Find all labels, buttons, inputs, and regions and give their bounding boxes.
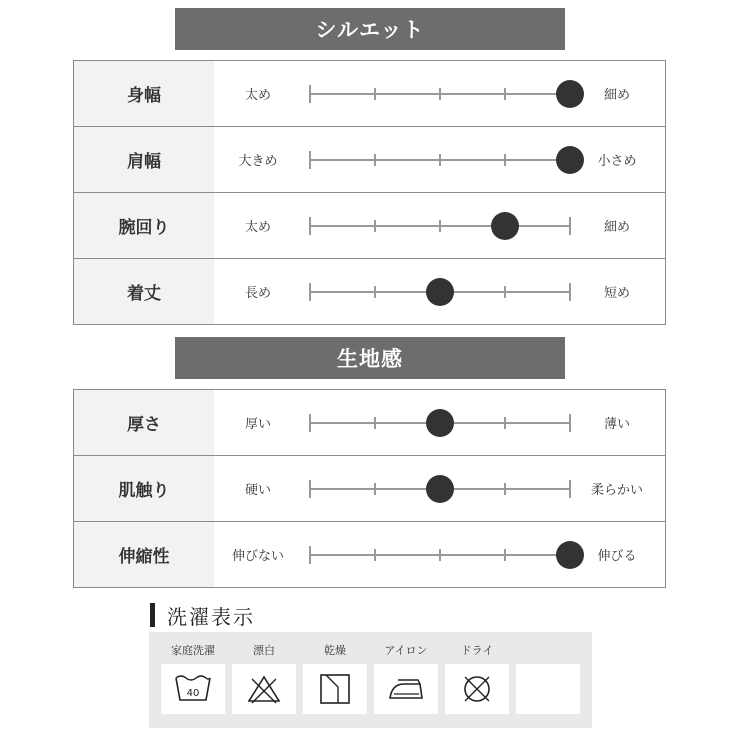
no-dry-clean-icon bbox=[445, 664, 509, 714]
care-item-dryclean bbox=[445, 632, 509, 728]
care-label: ドライ bbox=[460, 644, 494, 657]
scale-tick bbox=[504, 549, 506, 561]
right-label: 細め bbox=[603, 220, 630, 235]
rating-row bbox=[74, 259, 665, 325]
left-label: 長め bbox=[244, 286, 271, 301]
care-symbols-panel bbox=[149, 632, 592, 728]
care-label: アイロン bbox=[384, 644, 428, 657]
scale-tick bbox=[309, 85, 311, 103]
scale-tick bbox=[439, 154, 441, 166]
rating-scale bbox=[310, 93, 570, 95]
right-label: 柔らかい bbox=[590, 483, 643, 498]
scale-tick bbox=[309, 546, 311, 564]
scale-tick bbox=[504, 286, 506, 298]
rating-scale bbox=[310, 159, 570, 161]
rating-marker bbox=[426, 475, 454, 503]
row-label: 厚さ bbox=[74, 390, 214, 455]
iron-icon bbox=[374, 664, 438, 714]
care-item-wash bbox=[161, 632, 225, 728]
rating-row bbox=[74, 522, 665, 588]
care-label: 家庭洗濯 bbox=[171, 644, 215, 657]
right-label: 薄い bbox=[603, 417, 630, 432]
scale-tick bbox=[374, 286, 376, 298]
row-label: 腕回り bbox=[74, 193, 214, 258]
rating-scale bbox=[310, 422, 570, 424]
section-title-silhouette: シルエット bbox=[175, 8, 565, 50]
care-title-text: 洗濯表示 bbox=[167, 604, 255, 629]
section-title-fabric: 生地感 bbox=[175, 337, 565, 379]
row-label: 着丈 bbox=[74, 259, 214, 324]
rating-row bbox=[74, 456, 665, 522]
line-dry-icon bbox=[303, 664, 367, 714]
fabric-table bbox=[73, 389, 666, 588]
left-label: 硬い bbox=[244, 483, 271, 498]
rating-marker bbox=[426, 278, 454, 306]
row-label: 肩幅 bbox=[74, 127, 214, 192]
scale-tick bbox=[309, 480, 311, 498]
row-label: 身幅 bbox=[74, 61, 214, 126]
scale-tick bbox=[439, 88, 441, 100]
scale-tick bbox=[374, 220, 376, 232]
scale-tick bbox=[504, 88, 506, 100]
silhouette-table bbox=[73, 60, 666, 325]
rating-row bbox=[74, 193, 665, 259]
right-label: 小さめ bbox=[597, 154, 637, 169]
left-label: 厚い bbox=[244, 417, 271, 432]
scale-tick bbox=[309, 414, 311, 432]
scale-tick bbox=[309, 151, 311, 169]
wash-temp: 40 bbox=[186, 688, 200, 699]
left-label: 太め bbox=[244, 220, 271, 235]
scale-tick bbox=[309, 217, 311, 235]
row-label: 肌触り bbox=[74, 456, 214, 521]
care-label: 漂白 bbox=[253, 644, 275, 657]
scale-tick bbox=[374, 483, 376, 495]
scale-tick bbox=[374, 88, 376, 100]
rating-scale bbox=[310, 554, 570, 556]
scale-tick bbox=[309, 283, 311, 301]
right-label: 細め bbox=[603, 88, 630, 103]
care-item-dry bbox=[303, 632, 367, 728]
scale-tick bbox=[504, 417, 506, 429]
right-label: 伸びる bbox=[597, 549, 637, 564]
care-item-bleach bbox=[232, 632, 296, 728]
right-label: 短め bbox=[603, 286, 630, 301]
scale-tick bbox=[504, 483, 506, 495]
left-label: 太め bbox=[244, 88, 271, 103]
rating-scale bbox=[310, 291, 570, 293]
heading-bar bbox=[150, 603, 155, 627]
left-label: 伸びない bbox=[231, 549, 284, 564]
rating-scale bbox=[310, 225, 570, 227]
scale-tick bbox=[374, 417, 376, 429]
scale-tick bbox=[504, 154, 506, 166]
care-item-empty bbox=[516, 632, 580, 728]
care-heading bbox=[150, 602, 255, 628]
scale-tick bbox=[374, 154, 376, 166]
care-item-iron bbox=[374, 632, 438, 728]
scale-tick bbox=[439, 220, 441, 232]
rating-row bbox=[74, 127, 665, 193]
rating-row bbox=[74, 61, 665, 127]
rating-scale bbox=[310, 488, 570, 490]
row-label: 伸縮性 bbox=[74, 522, 214, 587]
scale-tick bbox=[439, 549, 441, 561]
empty-icon bbox=[516, 664, 580, 714]
wash-tub-40-icon bbox=[161, 664, 225, 714]
scale-tick bbox=[374, 549, 376, 561]
no-bleach-icon bbox=[232, 664, 296, 714]
care-label: 乾燥 bbox=[324, 644, 346, 657]
rating-marker bbox=[491, 212, 519, 240]
rating-row bbox=[74, 390, 665, 456]
left-label: 大きめ bbox=[238, 154, 278, 169]
rating-marker bbox=[426, 409, 454, 437]
